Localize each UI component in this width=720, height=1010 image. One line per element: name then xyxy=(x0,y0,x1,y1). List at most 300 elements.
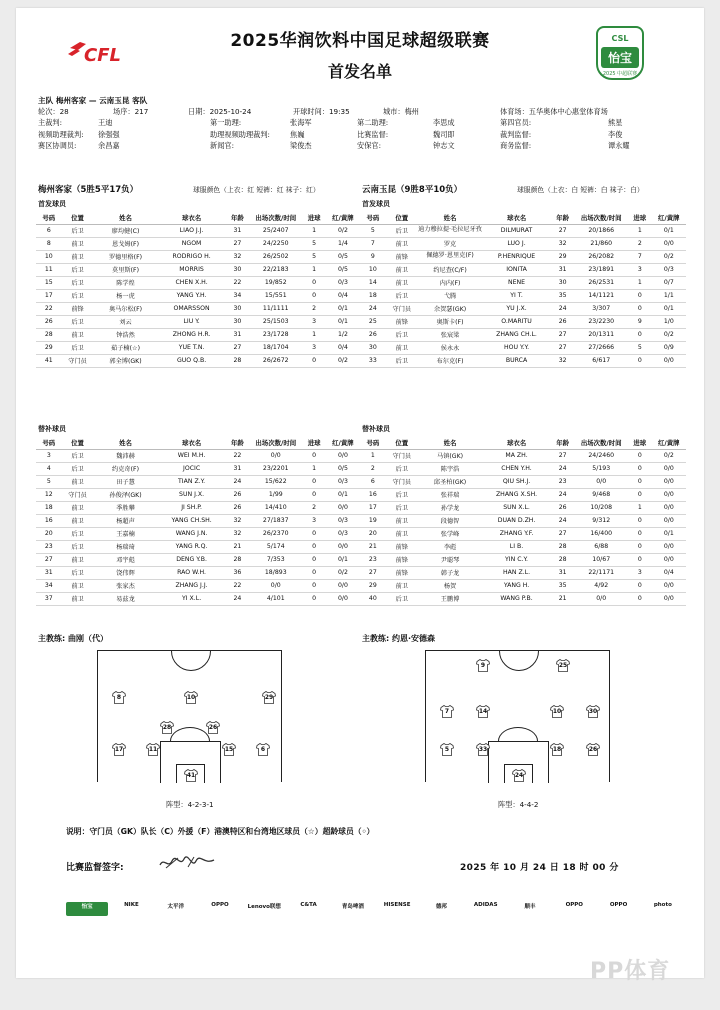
table-cell: DILMURAT xyxy=(482,224,551,237)
table-cell: 0/0 xyxy=(652,354,686,367)
column-header: 号码 xyxy=(36,437,62,449)
player-shirt-icon xyxy=(206,721,220,734)
table-row xyxy=(360,328,686,341)
table-cell: O.MARITU xyxy=(482,315,551,328)
table-cell: P.HENRIQUE xyxy=(482,250,551,263)
official-role: 商务监督: xyxy=(500,140,532,150)
table-cell: 易兹龙 xyxy=(94,592,158,605)
table-cell: 后卫 xyxy=(62,449,94,462)
table-cell: 25/1503 xyxy=(249,315,302,328)
table-cell: 26 xyxy=(551,501,575,514)
table-cell: 饶伟辉 xyxy=(94,566,158,579)
table-row xyxy=(360,462,686,475)
table-cell: 17 xyxy=(360,501,386,514)
table-cell: 0/3 xyxy=(326,276,360,289)
table-cell: 后卫 xyxy=(62,566,94,579)
shirt-number: 5 xyxy=(444,746,450,753)
table-cell: 16 xyxy=(36,514,62,527)
table-row xyxy=(360,553,686,566)
table-cell: 4 xyxy=(36,462,62,475)
table-cell: 后卫 xyxy=(62,462,94,475)
table-cell: 1 xyxy=(302,263,325,276)
officials-row xyxy=(38,117,686,128)
table-cell: 0/5 xyxy=(326,462,360,475)
table-cell: 6 xyxy=(360,475,386,488)
table-row xyxy=(360,475,686,488)
table-cell: 约尼查(C/F) xyxy=(418,263,482,276)
city: 城市：梅州 xyxy=(383,107,419,117)
table-cell: NGOM xyxy=(157,237,225,250)
table-cell: 马镇(GK) xyxy=(418,449,482,462)
shirt-number: 14 xyxy=(478,708,488,715)
table-cell: 0 xyxy=(302,553,325,566)
official-name: 王迪 xyxy=(98,118,113,128)
home-subs-table xyxy=(36,437,360,606)
table-cell: 前锋 xyxy=(386,540,418,553)
table-row xyxy=(36,237,360,250)
table-cell: 19 xyxy=(360,514,386,527)
table-cell: 23 xyxy=(551,475,575,488)
table-cell: 27 xyxy=(226,341,249,354)
table-cell: 33 xyxy=(360,354,386,367)
table-cell: 0 xyxy=(302,592,325,605)
column-header: 进球 xyxy=(302,212,325,224)
table-cell: 0/2 xyxy=(652,328,686,341)
table-cell: 26/2082 xyxy=(574,250,628,263)
table-cell: 15 xyxy=(36,276,62,289)
sponsor-strip xyxy=(66,888,686,924)
table-cell: 田子慧 xyxy=(94,475,158,488)
table-cell: 4/92 xyxy=(574,579,628,592)
table-cell: 14/1121 xyxy=(574,289,628,302)
table-row xyxy=(360,449,686,462)
table-cell: 张宸梁 xyxy=(418,328,482,341)
table-cell: 王嘉楠 xyxy=(94,527,158,540)
table-cell: 2 xyxy=(628,237,652,250)
table-cell: 杨瑞琦 xyxy=(94,540,158,553)
table-row xyxy=(360,540,686,553)
table-cell: 18 xyxy=(36,501,62,514)
teams-line: 主队 梅州客家 — 云南玉昆 客队 xyxy=(38,96,148,105)
table-cell: GUO Q.B. xyxy=(157,354,225,367)
table-cell: DUAN D.ZH. xyxy=(482,514,551,527)
shirt-number: 41 xyxy=(186,772,196,779)
table-cell: 31 xyxy=(551,263,575,276)
table-cell: 7 xyxy=(628,250,652,263)
shirt-number: 11 xyxy=(148,746,158,753)
table-cell: 15/551 xyxy=(249,289,302,302)
table-cell: 27/2666 xyxy=(574,341,628,354)
table-cell: MA ZH. xyxy=(482,449,551,462)
table-cell: 30 xyxy=(551,276,575,289)
table-cell: 前锋 xyxy=(386,566,418,579)
table-cell: 0 xyxy=(302,579,325,592)
column-header: 年龄 xyxy=(226,437,249,449)
table-cell: RODRIGO H. xyxy=(157,250,225,263)
table-cell: 31 xyxy=(551,566,575,579)
table-cell: 前卫 xyxy=(62,553,94,566)
table-cell: 28 xyxy=(226,354,249,367)
table-cell: 季胜攀 xyxy=(94,501,158,514)
table-cell: JI SH.P. xyxy=(157,501,225,514)
table-cell: 27 xyxy=(551,341,575,354)
table-cell: 韩子龙 xyxy=(418,566,482,579)
table-cell: 0/1 xyxy=(326,553,360,566)
table-cell: YI T. xyxy=(482,289,551,302)
page-subtitle: 首发名单 xyxy=(327,62,392,81)
home-subs-label: 替补球员 xyxy=(38,425,66,433)
table-row xyxy=(360,237,686,250)
sponsor-logo: photo xyxy=(653,902,672,908)
away-formation-label: 阵型：4-4-2 xyxy=(498,800,539,809)
player-shirt-icon xyxy=(512,769,526,782)
table-cell: 5 xyxy=(628,341,652,354)
table-row xyxy=(36,263,360,276)
table-cell: 前卫 xyxy=(386,276,418,289)
table-cell: 布尔克(F) xyxy=(418,354,482,367)
table-cell: 28 xyxy=(36,328,62,341)
table-cell: 迪力穆拉提·毛拉尼牙孜 xyxy=(418,224,482,237)
table-cell: 前卫 xyxy=(386,514,418,527)
table-cell: LIAO J.J. xyxy=(157,224,225,237)
table-header-row xyxy=(36,437,360,449)
column-header: 位置 xyxy=(62,437,94,449)
official-name: 李思成 xyxy=(433,118,455,128)
table-cell: 22/1171 xyxy=(574,566,628,579)
table-cell: 0/2 xyxy=(326,566,360,579)
table-cell: 29 xyxy=(36,341,62,354)
table-cell: 0/2 xyxy=(652,250,686,263)
svg-text:CFL: CFL xyxy=(84,45,121,66)
table-cell: 6/88 xyxy=(574,540,628,553)
table-cell: 张家杰 xyxy=(94,579,158,592)
table-cell: 0/0 xyxy=(652,592,686,605)
table-cell: 27 xyxy=(551,328,575,341)
table-cell: 0 xyxy=(628,289,652,302)
sponsor-logo: C&TA xyxy=(300,902,317,908)
table-cell: 0 xyxy=(628,514,652,527)
player-shirt-icon xyxy=(256,743,270,756)
table-cell: 9 xyxy=(360,250,386,263)
table-cell: 21 xyxy=(551,592,575,605)
table-cell: 1 xyxy=(628,501,652,514)
table-cell: ZHANG J.J. xyxy=(157,579,225,592)
shirt-number: 10 xyxy=(186,694,196,701)
legend: 说明：守门员（GK）队长（C）外援（F）港澳特区和台湾地区球员（☆）超龄球员（◦） xyxy=(66,827,375,836)
table-cell: 32 xyxy=(226,514,249,527)
table-cell: 前锋 xyxy=(386,553,418,566)
table-cell: 17 xyxy=(36,289,62,302)
table-cell: 王鹏博 xyxy=(418,592,482,605)
table-cell: 前卫 xyxy=(62,514,94,527)
official-role: 第二助理: xyxy=(357,118,389,128)
table-cell: 22/2183 xyxy=(249,263,302,276)
table-row xyxy=(36,566,360,579)
table-row xyxy=(36,354,360,367)
table-row xyxy=(36,341,360,354)
table-cell: 21 xyxy=(226,540,249,553)
table-cell: 0 xyxy=(628,540,652,553)
table-cell: 7/353 xyxy=(249,553,302,566)
official-role: 赛区协调员: xyxy=(38,140,77,150)
table-cell: 15/622 xyxy=(249,475,302,488)
table-cell: 27 xyxy=(226,237,249,250)
column-header: 进球 xyxy=(302,437,325,449)
table-cell: 0 xyxy=(302,276,325,289)
table-cell: 26 xyxy=(360,328,386,341)
table-cell: 2 xyxy=(360,462,386,475)
table-cell: 20/1311 xyxy=(574,328,628,341)
away-kit: 球服颜色（上衣：白 短裤：白 袜子：白） xyxy=(517,186,644,194)
table-cell: 1 xyxy=(628,276,652,289)
home-formation-label: 阵型：4-2-3-1 xyxy=(166,800,214,809)
table-cell: QIU SH.J. xyxy=(482,475,551,488)
table-cell: 0 xyxy=(628,475,652,488)
table-row xyxy=(360,579,686,592)
table-cell: LUO J. xyxy=(482,237,551,250)
away-subs-label: 替补球员 xyxy=(362,425,390,433)
table-cell: 32 xyxy=(226,250,249,263)
table-cell: 0/0 xyxy=(326,540,360,553)
table-cell: 刘云 xyxy=(94,315,158,328)
table-cell: 5 xyxy=(360,224,386,237)
official-role: 新闻官: xyxy=(210,140,234,150)
sponsor-logo: 太平洋 xyxy=(167,904,184,910)
table-cell: 24 xyxy=(226,592,249,605)
table-cell: RAO W.H. xyxy=(157,566,225,579)
table-cell: 后卫 xyxy=(62,276,94,289)
table-cell: 12 xyxy=(36,488,62,501)
table-cell: 弋腾 xyxy=(418,289,482,302)
official-role: 安保官: xyxy=(357,140,381,150)
official-name: 张海军 xyxy=(290,118,312,128)
table-cell: 0/0 xyxy=(652,553,686,566)
table-row xyxy=(36,592,360,605)
venue: 体育场：五华奥体中心惠堂体育场 xyxy=(500,107,608,117)
player-shirt-icon xyxy=(586,705,600,718)
table-cell: YANG CH.SH. xyxy=(157,514,225,527)
table-cell: 后卫 xyxy=(62,527,94,540)
official-name: 余昌嘉 xyxy=(98,140,120,150)
table-row xyxy=(36,475,360,488)
table-cell: 0/3 xyxy=(326,527,360,540)
table-cell: CHEN X.H. xyxy=(157,276,225,289)
official-role: 助理视频助理裁判: xyxy=(210,129,270,139)
home-starters-label: 首发球员 xyxy=(38,200,66,208)
table-cell: 22 xyxy=(226,449,249,462)
shirt-number: 9 xyxy=(480,662,486,669)
column-header: 年龄 xyxy=(551,212,575,224)
table-cell: 陈宇浩 xyxy=(418,462,482,475)
table-cell: 24/2460 xyxy=(574,449,628,462)
table-cell: TIAN Z.Y. xyxy=(157,475,225,488)
table-cell: 0/3 xyxy=(652,263,686,276)
table-cell: 7 xyxy=(360,237,386,250)
table-cell: 18/893 xyxy=(249,566,302,579)
shirt-number: 26 xyxy=(588,746,598,753)
player-shirt-icon xyxy=(146,743,160,756)
table-cell: 0 xyxy=(628,302,652,315)
official-role: 裁判监督: xyxy=(500,129,532,139)
table-cell: 0 xyxy=(628,354,652,367)
table-cell: 侯永永 xyxy=(418,341,482,354)
official-role: 主裁判: xyxy=(38,118,62,128)
table-cell: 22 xyxy=(36,302,62,315)
column-header: 红/黄牌 xyxy=(652,212,686,224)
table-cell: 1/0 xyxy=(652,315,686,328)
table-cell: 0/0 xyxy=(326,592,360,605)
table-cell: 9/468 xyxy=(574,488,628,501)
away-team-name: 云南玉昆（9胜8平10负） xyxy=(362,185,463,195)
table-cell: 6 xyxy=(36,224,62,237)
table-cell: ZHONG H.R. xyxy=(157,328,225,341)
table-cell: 前卫 xyxy=(62,328,94,341)
table-cell: 0/0 xyxy=(326,501,360,514)
table-cell: IONITA xyxy=(482,263,551,276)
table-row xyxy=(36,289,360,302)
table-cell: 恩戈姆(F) xyxy=(94,237,158,250)
column-header: 姓名 xyxy=(94,437,158,449)
table-cell: 32 xyxy=(226,527,249,540)
table-cell: 0/0 xyxy=(326,579,360,592)
table-cell: 5/193 xyxy=(574,462,628,475)
shirt-number: 15 xyxy=(224,746,234,753)
table-cell: YIN C.Y. xyxy=(482,553,551,566)
table-cell: 5 xyxy=(302,237,325,250)
column-header: 出场次数/时间 xyxy=(249,212,302,224)
sponsor-logo: OPPO xyxy=(609,902,628,908)
column-header: 姓名 xyxy=(418,437,482,449)
table-cell: 1/99 xyxy=(249,488,302,501)
table-cell: 0 xyxy=(628,462,652,475)
table-cell: 2 xyxy=(302,302,325,315)
table-cell: 茹子楠(☆) xyxy=(94,341,158,354)
table-cell: 24 xyxy=(226,475,249,488)
sponsor-logo: Lenovo联想 xyxy=(247,904,281,910)
table-cell: 内内(F) xyxy=(418,276,482,289)
table-cell: 4/101 xyxy=(249,592,302,605)
table-row xyxy=(360,501,686,514)
table-cell: 35 xyxy=(551,289,575,302)
table-cell: 0/0 xyxy=(574,475,628,488)
table-cell: 张祥瑞 xyxy=(418,488,482,501)
player-shirt-icon xyxy=(550,705,564,718)
player-shirt-icon xyxy=(476,659,490,672)
column-header: 球衣名 xyxy=(157,437,225,449)
table-row xyxy=(360,341,686,354)
table-cell: 0/0 xyxy=(326,449,360,462)
table-cell: 约克奇(F) xyxy=(94,462,158,475)
table-row xyxy=(360,566,686,579)
player-shirt-icon xyxy=(440,743,454,756)
table-cell: YANG Y.H. xyxy=(157,289,225,302)
officials-row xyxy=(38,140,686,151)
column-header: 号码 xyxy=(360,437,386,449)
table-header-row xyxy=(360,212,686,224)
table-cell: 41 xyxy=(36,354,62,367)
table-cell: 后卫 xyxy=(386,488,418,501)
table-cell: 24/2250 xyxy=(249,237,302,250)
table-cell: 0 xyxy=(628,592,652,605)
table-cell: 0 xyxy=(302,289,325,302)
table-cell: YU J.X. xyxy=(482,302,551,315)
away-coach: 主教练: 约恩·安德森 xyxy=(362,634,436,643)
shirt-number: 33 xyxy=(478,746,488,753)
table-cell: 0/0 xyxy=(652,237,686,250)
table-cell: 32 xyxy=(551,354,575,367)
table-cell: 段德智 xyxy=(418,514,482,527)
column-header: 姓名 xyxy=(418,212,482,224)
table-row xyxy=(360,302,686,315)
table-cell: 3 xyxy=(36,449,62,462)
table-cell: 3 xyxy=(628,566,652,579)
shirt-number: 18 xyxy=(552,746,562,753)
sponsor-logo: 怡宝 xyxy=(66,902,108,916)
column-header: 红/黄牌 xyxy=(326,437,360,449)
table-cell: 前卫 xyxy=(62,579,94,592)
table-cell: 1/4 xyxy=(326,237,360,250)
table-cell: 0 xyxy=(302,540,325,553)
table-row xyxy=(36,449,360,462)
official-role: 第一助理: xyxy=(210,118,242,128)
player-shirt-icon xyxy=(586,743,600,756)
table-cell: 22 xyxy=(226,579,249,592)
away-subs-table xyxy=(360,437,686,606)
shirt-number: 28 xyxy=(162,724,172,731)
shirt-number: 24 xyxy=(514,772,524,779)
table-cell: 16 xyxy=(360,488,386,501)
table-cell: 0 xyxy=(628,579,652,592)
column-header: 红/黄牌 xyxy=(652,437,686,449)
table-row xyxy=(360,527,686,540)
table-cell: 0/2 xyxy=(326,224,360,237)
away-formation-pitch xyxy=(425,650,610,782)
table-cell: 6/617 xyxy=(574,354,628,367)
shirt-number: 25 xyxy=(558,662,568,669)
table-cell: 28 xyxy=(551,540,575,553)
table-cell: 14/410 xyxy=(249,501,302,514)
column-header: 位置 xyxy=(386,437,418,449)
table-row xyxy=(36,250,360,263)
table-cell: 1 xyxy=(302,328,325,341)
table-cell: 孙俊泽(GK) xyxy=(94,488,158,501)
table-cell: 后卫 xyxy=(62,263,94,276)
table-cell: 0/4 xyxy=(326,289,360,302)
table-cell: 27 xyxy=(360,566,386,579)
table-row xyxy=(36,501,360,514)
shirt-number: 10 xyxy=(552,708,562,715)
table-cell: 0/1 xyxy=(326,315,360,328)
table-cell: 邱圣柏(GK) xyxy=(418,475,482,488)
column-header: 位置 xyxy=(386,212,418,224)
table-cell: 后卫 xyxy=(62,341,94,354)
table-cell: 尹聪琴 xyxy=(418,553,482,566)
column-header: 球衣名 xyxy=(482,437,551,449)
round: 轮次：28 xyxy=(38,107,69,117)
table-cell: 18/1704 xyxy=(249,341,302,354)
shirt-number: 30 xyxy=(588,708,598,715)
table-cell: 2 xyxy=(302,501,325,514)
table-cell: 后卫 xyxy=(386,289,418,302)
official-name: 谭永耀 xyxy=(608,140,630,150)
table-cell: 前卫 xyxy=(386,341,418,354)
table-cell: NENE xyxy=(482,276,551,289)
table-cell: 31 xyxy=(226,462,249,475)
table-row xyxy=(36,553,360,566)
table-cell: YI X.L. xyxy=(157,592,225,605)
table-cell: 8 xyxy=(36,237,62,250)
table-cell: 0/4 xyxy=(652,566,686,579)
